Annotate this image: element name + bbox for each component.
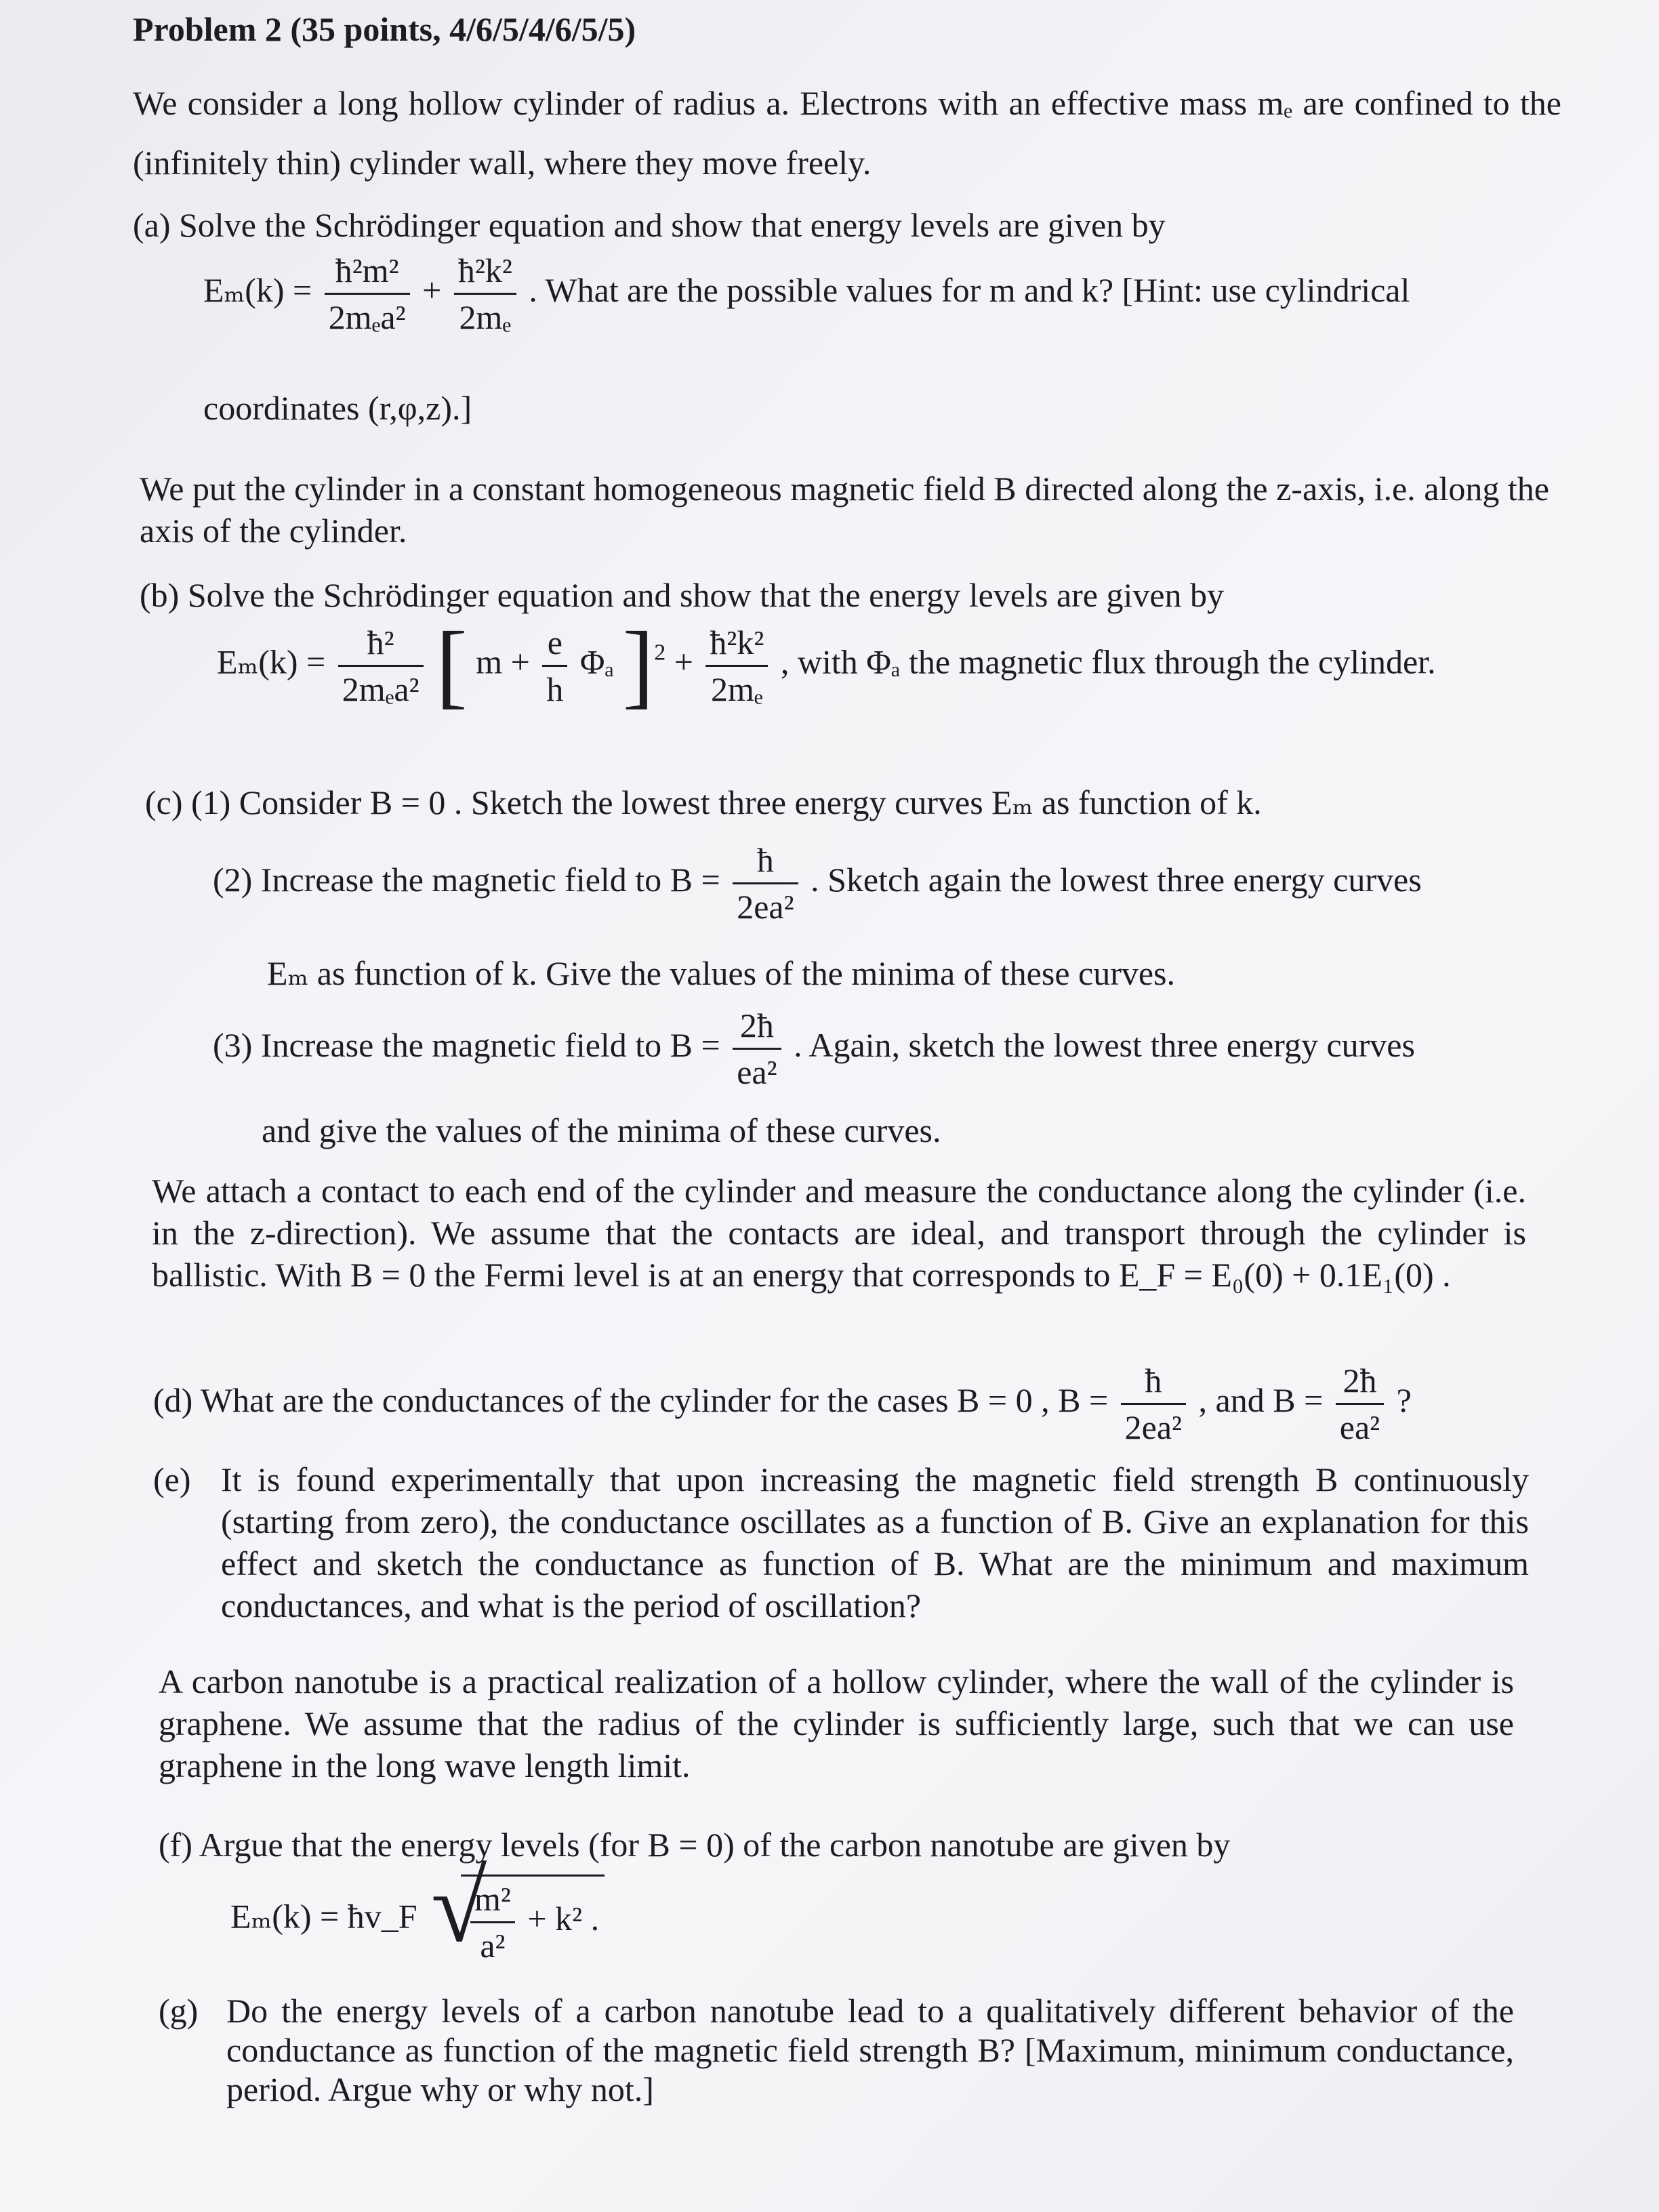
part-d-frac1-num: ħ [1145,1361,1162,1399]
part-c3-frac [733,1006,781,1092]
part-d-post: ? [1396,1380,1412,1419]
part-b-equation [217,613,1436,718]
part-d-frac2-num: 2ħ [1343,1361,1377,1399]
part-f-frac [470,1879,515,1965]
nanotube-paragraph: A carbon nanotube is a practical realization of a hollow cylinder, where the wall of the cylinder is graphene. We assume that the radius of the cylinder is sufficiently large, such that we can use graphene in the long wave length limit. [159,1662,1514,1784]
part-b-inner-m: m + [476,642,530,681]
part-g [159,1991,1514,2109]
part-a-text3: coordinates (r,φ,z).] [203,389,472,427]
part-f-statement [159,1823,1514,1866]
part-a-frac1 [325,251,410,337]
part-c2-post: . Sketch again the lowest three energy curves [811,860,1422,899]
part-c-line1 [145,781,1262,824]
left-bracket-icon: [ [436,613,468,718]
part-b-eq-lhs: Eₘ(k) = [217,642,326,681]
part-a-frac1-num: ħ²m² [335,251,399,289]
part-f-eq-lhs: Eₘ(k) = ħv_F [230,1897,417,1936]
part-f-label: (f) [159,1826,192,1864]
bracket-square-exponent: 2 [654,640,666,665]
part-a-equation [203,251,1410,337]
part-a-frac2-num: ħ²k² [457,251,512,289]
part-f-text: Argue that the energy levels (for B = 0) of the carbon nanotube are given by [199,1826,1231,1864]
part-a-frac2 [454,251,516,337]
part-c2-cont: Eₘ as function of k. Give the values of the minima of these curves. [267,954,1176,992]
part-b-statement [140,573,1549,617]
part-f-rest: + k² . [527,1899,600,1938]
part-b-inner-num: e [547,623,562,661]
part-c3-post: . Again, sketch the lowest three energy curves [794,1025,1415,1064]
right-bracket-icon: ] [622,613,655,718]
part-b-label: (b) [140,576,180,614]
part-d-mid: , and B = [1198,1380,1324,1419]
part-c3-line [213,1006,1415,1092]
part-b-frac2 [705,623,768,709]
part-b-text2: , with Φₐ the magnetic flux through the cylinder. [780,642,1436,681]
part-d-frac2 [1336,1361,1384,1447]
part-c3-num: 2ħ [739,1006,774,1044]
part-f-num: √ m² [474,1880,511,1918]
part-f-equation [230,1875,605,1965]
part-b-inner-frac [542,623,567,709]
part-b-plus: + [674,642,693,681]
part-a-frac2-den: 2mₑ [454,293,516,337]
part-g-label: (g) [159,1992,199,2030]
part-b-text: Solve the Schrödinger equation and show that the energy levels are given by [187,576,1225,614]
problem-title: Problem 2 (35 points, 4/6/5/4/6/5/5) [133,10,636,48]
part-b-frac1 [338,623,424,709]
field-intro-paragraph: We put the cylinder in a constant homogeneous magnetic field B directed along the z-axis, i.e. along the axis of the cylinder. [140,470,1549,550]
intro-paragraph: We consider a long hollow cylinder of radius a. Electrons with an effective mass mₑ are confined to the (infinitely thin) cylinder wall, where they move freely. [133,84,1561,182]
part-e [153,1458,1529,1626]
part-a-frac1-den: 2mₑa² [325,293,410,337]
part-a-label: (a) [133,206,171,244]
part-d-label: (d) [153,1380,193,1419]
part-d-line [153,1361,1412,1447]
part-c3-cont: and give the values of the minima of these curves. [262,1111,941,1149]
part-b-frac2-den: 2mₑ [705,665,768,709]
part-d-frac1 [1121,1361,1186,1447]
part-c1-text: (1) Consider B = 0 . Sketch the lowest three energy curves Eₘ as function of k. [191,783,1262,821]
part-d-pre: What are the conductances of the cylinder for the cases B = 0 , B = [200,1380,1109,1419]
part-b-inner-phi: Φₐ [579,642,615,681]
sqrt-icon [461,1875,605,1965]
part-b-frac1-den: 2mₑa² [338,665,424,709]
part-c2-line [213,840,1422,926]
part-c2-num: ħ [756,841,774,879]
part-b-inner-den: h [542,665,567,709]
part-c2-frac [733,840,798,926]
part-a-eq-lhs: Eₘ(k) = [203,270,312,309]
part-c-label: (c) [145,783,183,821]
part-a-statement [133,203,1561,247]
part-b-frac1-num: ħ² [367,623,394,661]
part-c3-den: ea² [733,1048,781,1092]
part-a-text2: . What are the possible values for m and k? [Hint: use cylindrical [529,270,1410,309]
part-d-frac1-den: 2ea² [1121,1403,1186,1447]
part-b-frac2-num: ħ²k² [710,623,764,661]
part-c2-den: 2ea² [733,882,798,926]
part-a-plus: + [422,270,442,309]
part-g-text: Do the energy levels of a carbon nanotube lead to a qualitatively different behavior of the conductance as function of the magnetic field strength B? [Maximum, minimum conductance, period. Argue why or why not.] [226,1992,1514,2108]
part-c2-pre: (2) Increase the magnetic field to B = [213,860,720,899]
part-f-den: a² [470,1921,515,1965]
part-c3-pre: (3) Increase the magnetic field to B = [213,1025,720,1064]
part-d-frac2-den: ea² [1336,1403,1384,1447]
part-e-label: (e) [153,1460,191,1498]
part-e-text: It is found experimentally that upon increasing the magnetic field strength B continuously (starting from zero), the conductance oscillates as a function of B. Give an explanation for this effect and sketch the conductance as function of B. What are the minimum and maximum conductances, and what is the period of oscillation? [221,1460,1529,1624]
part-a-text: Solve the Schrödinger equation and show that energy levels are given by [179,206,1166,244]
contact-paragraph: We attach a contact to each end of the cylinder and measure the conductance along the cylinder (i.e. in the z-direction). We assume that the contacts are ideal, and transport through the cylinder is ballistic. With B = 0 the Fermi level is at an energy that corresponds to E_F = E₀(0) + 0.1E₁(0) . [152,1172,1526,1294]
